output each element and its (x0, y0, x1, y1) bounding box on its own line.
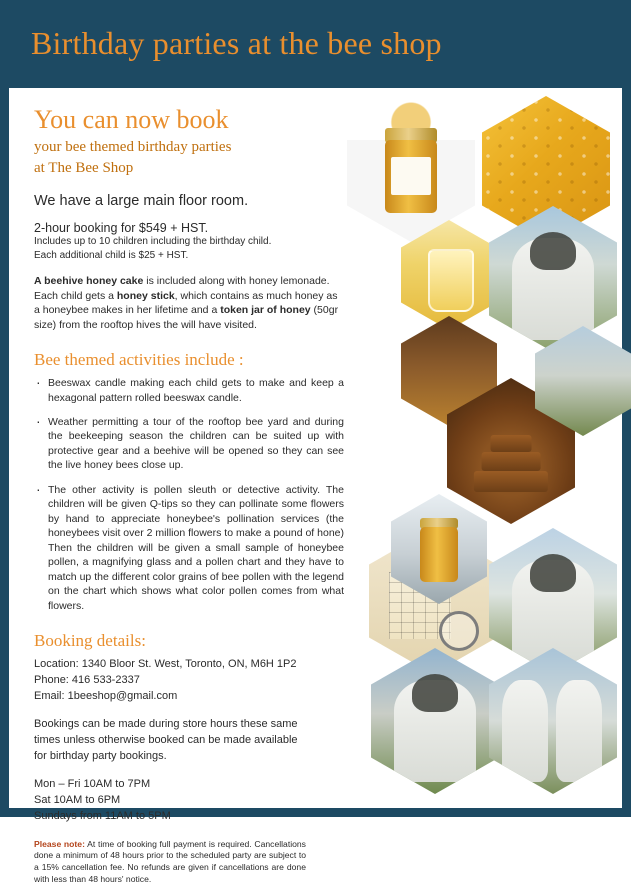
price-line: 2-hour booking for $549 + HST. (34, 221, 209, 236)
activities-heading: Bee themed activities include : (34, 350, 244, 370)
poster-content (9, 88, 622, 884)
cake-phrase: A beehive honey cake (34, 275, 144, 288)
cake-tier-middle (482, 452, 541, 471)
booking-location: Location: 1340 Bloor St. West, Toronto, ON, M6H 1P2 (34, 658, 297, 671)
magnifier-shape (439, 611, 479, 651)
bee-suit-shape (502, 680, 548, 782)
intro-lead: We have a large main floor room. (34, 193, 249, 210)
intro-headline: You can now book (34, 105, 229, 134)
jar-body-shape (420, 527, 458, 582)
activities-list (34, 376, 344, 613)
honey-stick-phrase: honey stick (116, 289, 175, 302)
header-band (0, 0, 631, 88)
booking-heading: Booking details: (34, 631, 146, 651)
list-item: · The other activity is pollen sleuth or detective activity. The children will be given Q-tips so they can pollinate some flowers by hand to appreciate honeybee's pollination services (the honeybees visit over 2 million flowers to make a pound of hone) Then the children will be given a small sample of honeybee pollen, a magnifying glass and a pollen chart and they have to match up the different color grains of bee pollen with the legend on the chart which shows what color pollen comes from what flowers. (34, 483, 344, 613)
photo-collage (339, 88, 622, 808)
token-jar-phrase: token jar of honey (220, 304, 311, 317)
availability-line-3: for birthday party bookings. (34, 749, 167, 762)
inclusions-text-1: is included along with honey lemonade. Each child gets a (34, 275, 330, 302)
kids-suited-photo (489, 648, 617, 794)
availability-line-1: Bookings can be made during store hours these same (34, 718, 298, 731)
inclusions-text-3: (50gr size) from the rooftop hives the will have visited. (34, 304, 339, 331)
honey-jar-photo (347, 96, 475, 242)
additional-child-line: Each additional child is $25 + HST. (34, 249, 189, 261)
bee-suit-shape-2 (556, 680, 602, 782)
hours-sunday: Sundays from 11AM to 5PM (34, 809, 171, 822)
beekeepers-image (489, 206, 617, 352)
hours-weekday: Mon – Fri 10AM to 7PM (34, 777, 151, 790)
hive-frame-photo (371, 648, 499, 794)
hours-saturday: Sat 10AM to 6PM (34, 793, 121, 806)
list-item: · Beeswax candle making each child gets to make and keep a hexagonal pattern rolled beeswax candle. (34, 376, 344, 405)
cancellation-note (34, 839, 306, 885)
includes-line: Includes up to 10 children including the birthday child. (34, 236, 272, 248)
note-body: At time of booking full payment is required. Cancellations done a minimum of 48 hours prior to the scheduled party are subject to a 15% cancellation fee. No refunds are given if cancellations are done with less than 48 hours' notice. (34, 838, 306, 884)
bee-veil-shape (412, 674, 458, 712)
list-item: · Weather permitting a tour of the rooftop bee yard and during the beekeeping season the children can be suited up with protective gear and a beehive will be opened so they can see the live honey bees close up. (34, 415, 344, 473)
hive-frame-image (371, 648, 499, 794)
beekeepers-group-photo (489, 206, 617, 352)
honey-jar-image (347, 96, 475, 242)
page-title: Birthday parties at the bee shop (31, 25, 442, 61)
booking-phone: Phone: 416 533-2337 (34, 674, 140, 687)
availability-line-2: times unless otherwise booked can be made available (34, 734, 298, 747)
pitcher-shape (428, 249, 474, 312)
cake-tier-top (491, 435, 532, 453)
cake-tier-bottom (474, 471, 548, 491)
inclusions-paragraph (34, 274, 344, 332)
kids-suited-image (489, 648, 617, 794)
text-column (34, 98, 344, 885)
bee-veil-shape (530, 554, 576, 592)
intro-subline-2: at The Bee Shop (34, 160, 134, 177)
jar-label-shape (391, 157, 432, 195)
note-warning-label: Please note: (34, 838, 85, 849)
booking-email[interactable]: Email: 1beeshop@gmail.com (34, 690, 178, 703)
inclusions-text-2: , which contains as much honey as a honeybee makes in her lifetime and a (34, 289, 338, 317)
bee-veil-shape (530, 232, 576, 270)
intro-subline-1: your bee themed birthday parties (34, 138, 232, 155)
